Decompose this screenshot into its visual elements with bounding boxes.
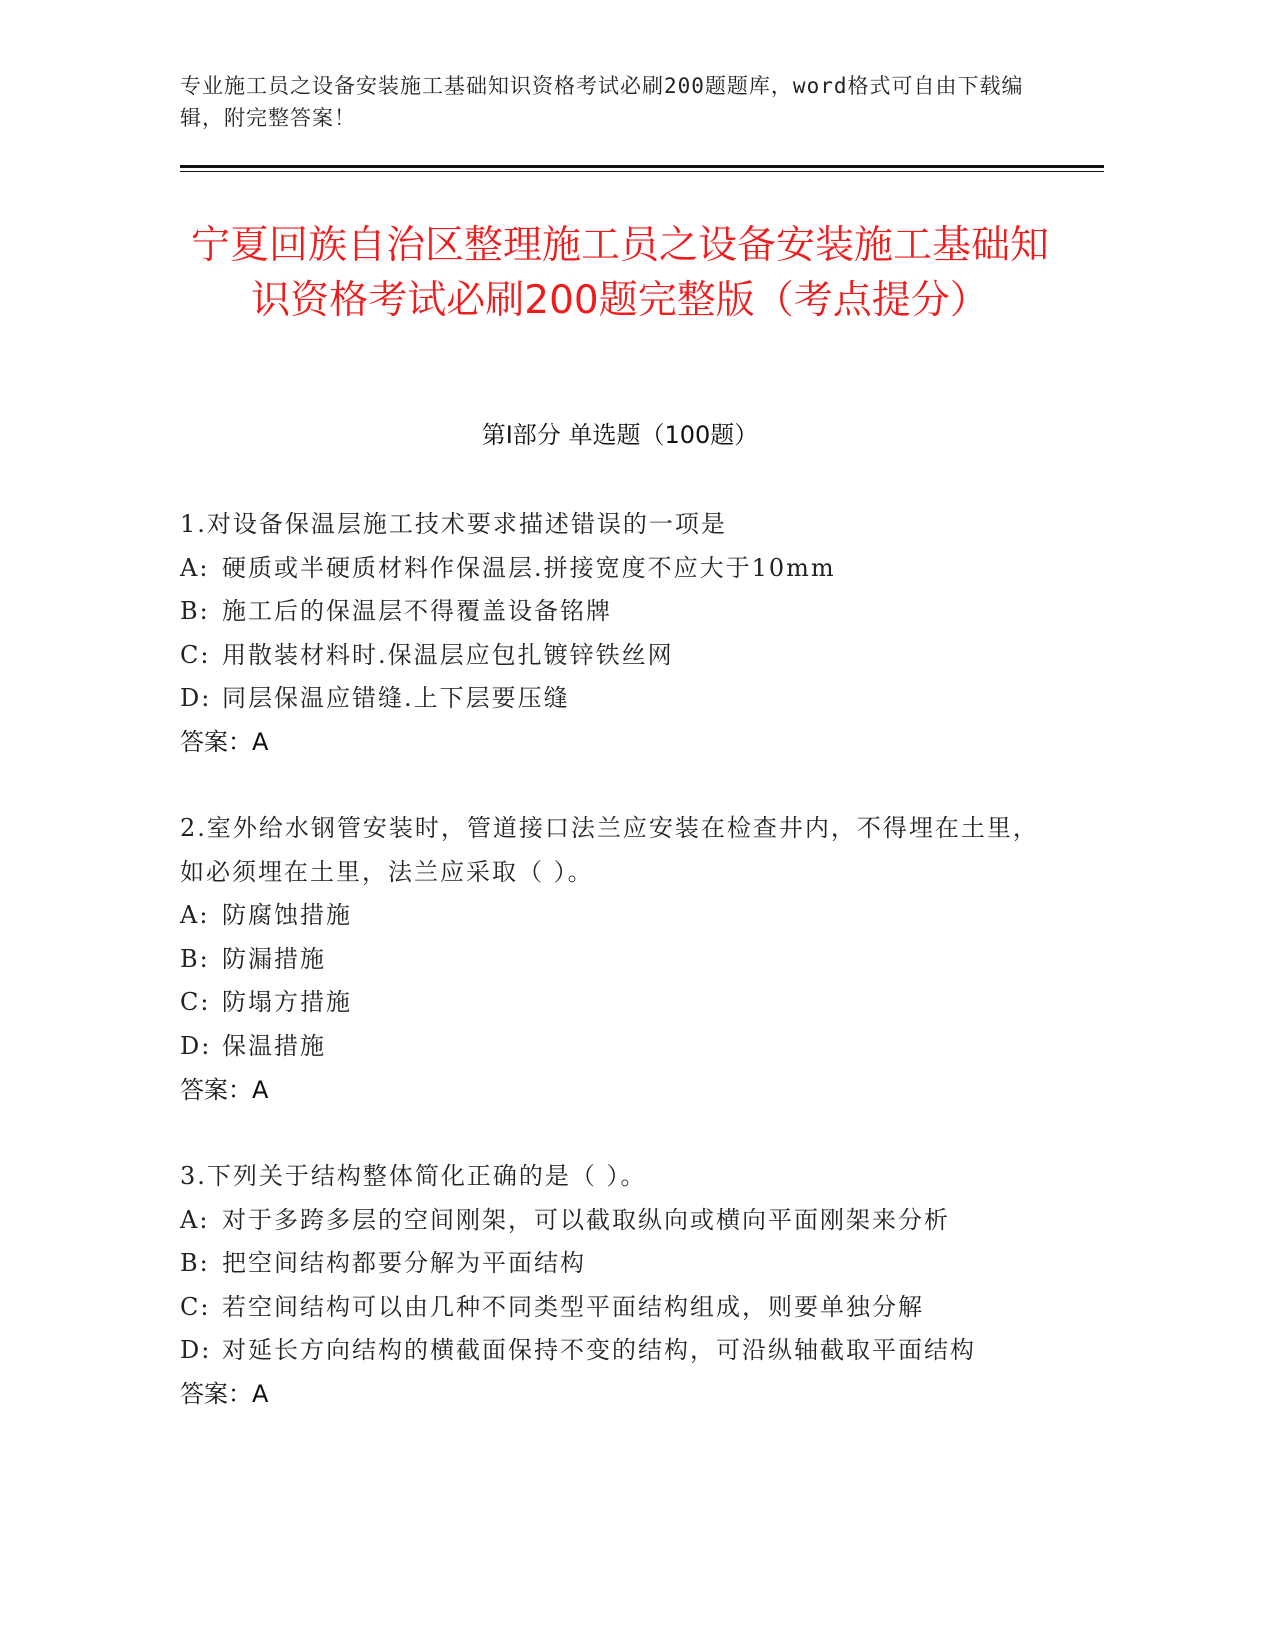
option-a bbox=[180, 547, 1050, 591]
option-a bbox=[180, 894, 1050, 938]
option-key: C: bbox=[180, 1292, 211, 1321]
option-text: 同层保温应错缝.上下层要压缝 bbox=[222, 684, 570, 713]
option-text: 防塌方措施 bbox=[222, 988, 352, 1017]
header-divider-thick bbox=[180, 165, 1104, 168]
option-text: 防漏措施 bbox=[222, 944, 326, 973]
option-key: C: bbox=[180, 988, 211, 1017]
question-2 bbox=[180, 807, 1050, 1112]
option-key: D: bbox=[180, 1031, 212, 1060]
option-key: A: bbox=[180, 901, 210, 930]
option-text: 防腐蚀措施 bbox=[222, 901, 352, 930]
header-note: 专业施工员之设备安装施工基础知识资格考试必刷200题题库，word格式可自由下载编辑，附完整答案！ bbox=[180, 74, 1024, 130]
option-text: 若空间结构可以由几种不同类型平面结构组成，则要单独分解 bbox=[222, 1292, 924, 1321]
option-d bbox=[180, 677, 1050, 721]
question-stem: 2.室外给水钢管安装时，管道接口法兰应安装在检查井内，不得埋在土里，如必须埋在土里，法兰应采取（ ）。 bbox=[180, 814, 1039, 886]
option-c bbox=[180, 981, 1050, 1025]
option-text: 施工后的保温层不得覆盖设备铭牌 bbox=[222, 597, 612, 626]
option-text: 保温措施 bbox=[222, 1031, 326, 1060]
option-c bbox=[180, 634, 1050, 678]
header-divider-thin bbox=[180, 171, 1104, 172]
answer: 答案：A bbox=[180, 1379, 269, 1408]
answer: 答案：A bbox=[180, 727, 269, 756]
option-text: 硬质或半硬质材料作保温层.拼接宽度不应大于10mm bbox=[222, 553, 836, 582]
option-text: 对延长方向结构的横截面保持不变的结构，可沿纵轴截取平面结构 bbox=[222, 1336, 976, 1365]
option-text: 用散装材料时.保温层应包扎镀锌铁丝网 bbox=[222, 640, 674, 669]
option-c bbox=[180, 1286, 1050, 1330]
answer: 答案：A bbox=[180, 1075, 269, 1104]
option-key: A: bbox=[180, 553, 210, 582]
option-text: 对于多跨多层的空间刚架，可以截取纵向或横向平面刚架来分析 bbox=[222, 1205, 950, 1234]
option-text: 把空间结构都要分解为平面结构 bbox=[222, 1249, 586, 1278]
section-title: 第Ⅰ部分 单选题（100题） bbox=[481, 421, 759, 449]
question-stem: 3.下列关于结构整体简化正确的是（ ）。 bbox=[180, 1162, 647, 1190]
question-3 bbox=[180, 1155, 1050, 1417]
option-key: C: bbox=[180, 640, 211, 669]
option-d bbox=[180, 1025, 1050, 1069]
option-key: D: bbox=[180, 684, 212, 713]
option-key: A: bbox=[180, 1205, 210, 1234]
option-key: D: bbox=[180, 1336, 212, 1365]
option-key: B: bbox=[180, 1249, 210, 1278]
option-b bbox=[180, 1242, 1050, 1286]
option-b bbox=[180, 938, 1050, 982]
option-a bbox=[180, 1199, 1050, 1243]
option-key: B: bbox=[180, 597, 210, 626]
question-1 bbox=[180, 503, 1050, 765]
option-b bbox=[180, 590, 1050, 634]
option-d bbox=[180, 1329, 1050, 1373]
option-key: B: bbox=[180, 944, 210, 973]
document-title: 宁夏回族自治区整理施工员之设备安装施工基础知识资格考试必刷200题完整版（考点提分） bbox=[190, 223, 1049, 323]
question-stem: 1.对设备保温层施工技术要求描述错误的一项是 bbox=[180, 510, 727, 538]
